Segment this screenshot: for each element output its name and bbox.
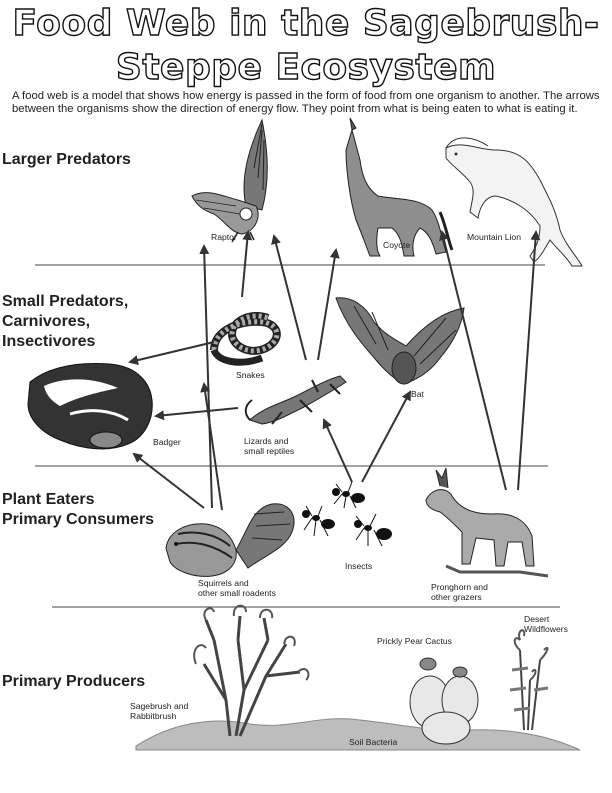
wildflower-icon xyxy=(510,630,548,730)
label-mountain-lion: Mountain Lion xyxy=(467,232,521,242)
page-title-line-2: Steppe Ecosystem xyxy=(115,47,497,88)
intro-paragraph: A food web is a model that shows how energy is passed in the form of food from one organism to another. The arrows between the organisms show the direction of energy flow. They point from what is being eaten to what is eating it. xyxy=(12,90,600,115)
label-insects: Insects xyxy=(345,561,373,571)
label-pronghorn: Pronghorn and other grazers xyxy=(431,582,488,602)
arrow-pronghorn-lion xyxy=(518,232,536,490)
label-raptor: Raptor xyxy=(211,232,237,242)
page-title-line-1: Food Web in the Sagebrush- xyxy=(12,3,600,44)
level-larger-predators: Larger Predators xyxy=(2,151,131,168)
arrows xyxy=(130,232,536,510)
arrow-squirrel-raptor xyxy=(204,246,212,508)
arrow-insect-lizard xyxy=(324,420,352,482)
lizard-icon xyxy=(246,376,346,424)
arrow-snake-badger xyxy=(130,342,214,362)
label-lizards: Lizards and small reptiles xyxy=(244,436,295,456)
label-prickly-pear: Prickly Pear Cactus xyxy=(377,636,452,646)
bat-icon xyxy=(336,298,464,384)
label-wildflowers: Desert Wildflowers xyxy=(524,614,568,634)
mountain-lion-icon xyxy=(446,138,582,266)
label-sagebrush: Sagebrush and Rabbitbrush xyxy=(130,701,189,721)
arrow-pronghorn-coyote xyxy=(442,232,506,490)
raptor-icon xyxy=(192,120,267,242)
label-badger: Badger xyxy=(153,437,181,447)
label-squirrels: Squirrels and other small roadents xyxy=(198,578,276,598)
badger-icon xyxy=(28,364,152,449)
ant-icon xyxy=(302,482,392,546)
label-snakes: Snakes xyxy=(236,370,265,380)
sagebrush-icon xyxy=(194,606,308,736)
snake-icon xyxy=(214,316,277,362)
arrow-insect-bat xyxy=(362,392,410,482)
pronghorn-icon xyxy=(426,468,548,576)
level-plant-eaters: Plant Eaters Primary Consumers xyxy=(2,491,155,528)
arrow-lizard-badger xyxy=(156,408,238,416)
label-coyote: Coyote xyxy=(383,240,411,250)
level-primary-producers: Primary Producers xyxy=(2,673,146,690)
arrow-lizard-coyote xyxy=(318,250,336,360)
arrow-squirrel-snake xyxy=(204,384,222,510)
coyote-icon xyxy=(346,118,452,256)
label-soil-bacteria: Soil Bacteria xyxy=(349,737,398,747)
level-small-predators: Small Predators, Carnivores, Insectivores xyxy=(2,293,129,350)
label-bat: Bat xyxy=(411,389,424,399)
squirrel-icon xyxy=(166,504,294,577)
